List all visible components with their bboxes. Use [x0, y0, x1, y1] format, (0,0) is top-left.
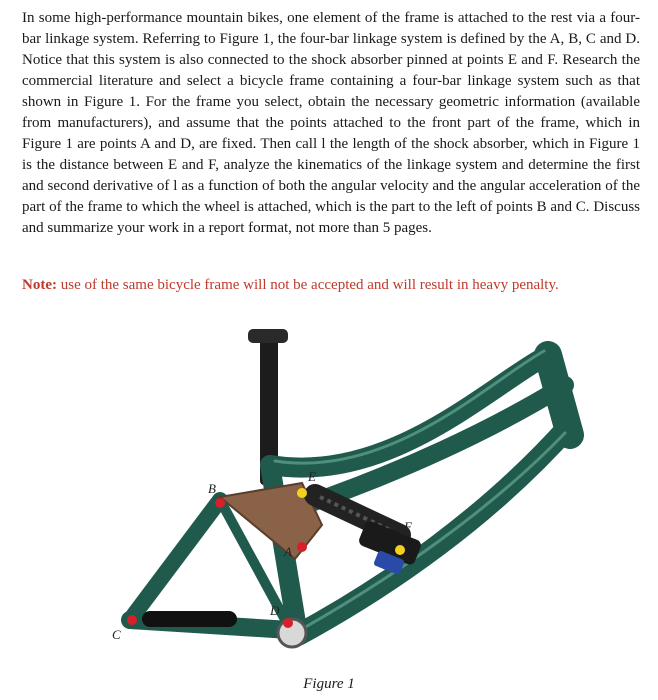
shock-absorber: [315, 495, 423, 575]
bicycle-frame-figure: [70, 315, 610, 670]
pivot-c-marker: [127, 615, 137, 625]
point-a-label: A: [284, 544, 292, 559]
note-label: Note:: [22, 277, 57, 293]
pivot-b-marker: [215, 498, 225, 508]
pivot-d-marker: [283, 618, 293, 628]
point-c-label: C: [112, 627, 121, 642]
point-b-label: B: [208, 481, 216, 496]
pivot-e-marker: [297, 488, 307, 498]
point-d-label: D: [270, 603, 280, 618]
seatpost-clamp: [248, 329, 288, 343]
penalty-note: [22, 275, 640, 295]
chainstay-protector: [142, 611, 237, 627]
note-text: use of the same bicycle frame will not be accepted and will result in heavy penalty.: [56, 277, 559, 293]
point-e-label: E: [308, 469, 316, 484]
pivot-a-marker: [297, 542, 307, 552]
pivot-f-marker: [395, 545, 405, 555]
point-f-label: F: [404, 519, 412, 534]
problem-paragraph: In some high-performance mountain bikes, one element of the frame is attached to the rest via a four-bar linkage system. Referring to Figure 1, the four-bar linkage system is defined by the A, B, C and D. Notice that this system is also connected to the shock absorber pinned at points E and F. Research the commercial literature and select a bicycle frame containing a four-bar linkage system such as that shown in Figure 1. For the frame you select, obtain the necessary geometric information (available from manufacturers), and assume that the points attached to the front part of the frame, which in Figure 1 are points A and D, are fixed. Then call l the length of the shock absorber, which in Figure 1 is the distance between E and F, analyze the kinematics of the linkage system and determine the first and second derivative of l as a function of both the angular velocity and the angular acceleration of the part of the frame to which the wheel is attached, which is the part to the left of points B and C. Discuss and summarize your work in a report format, not more than 5 pages.: [22, 10, 640, 236]
figure-caption: Figure 1: [303, 676, 355, 692]
